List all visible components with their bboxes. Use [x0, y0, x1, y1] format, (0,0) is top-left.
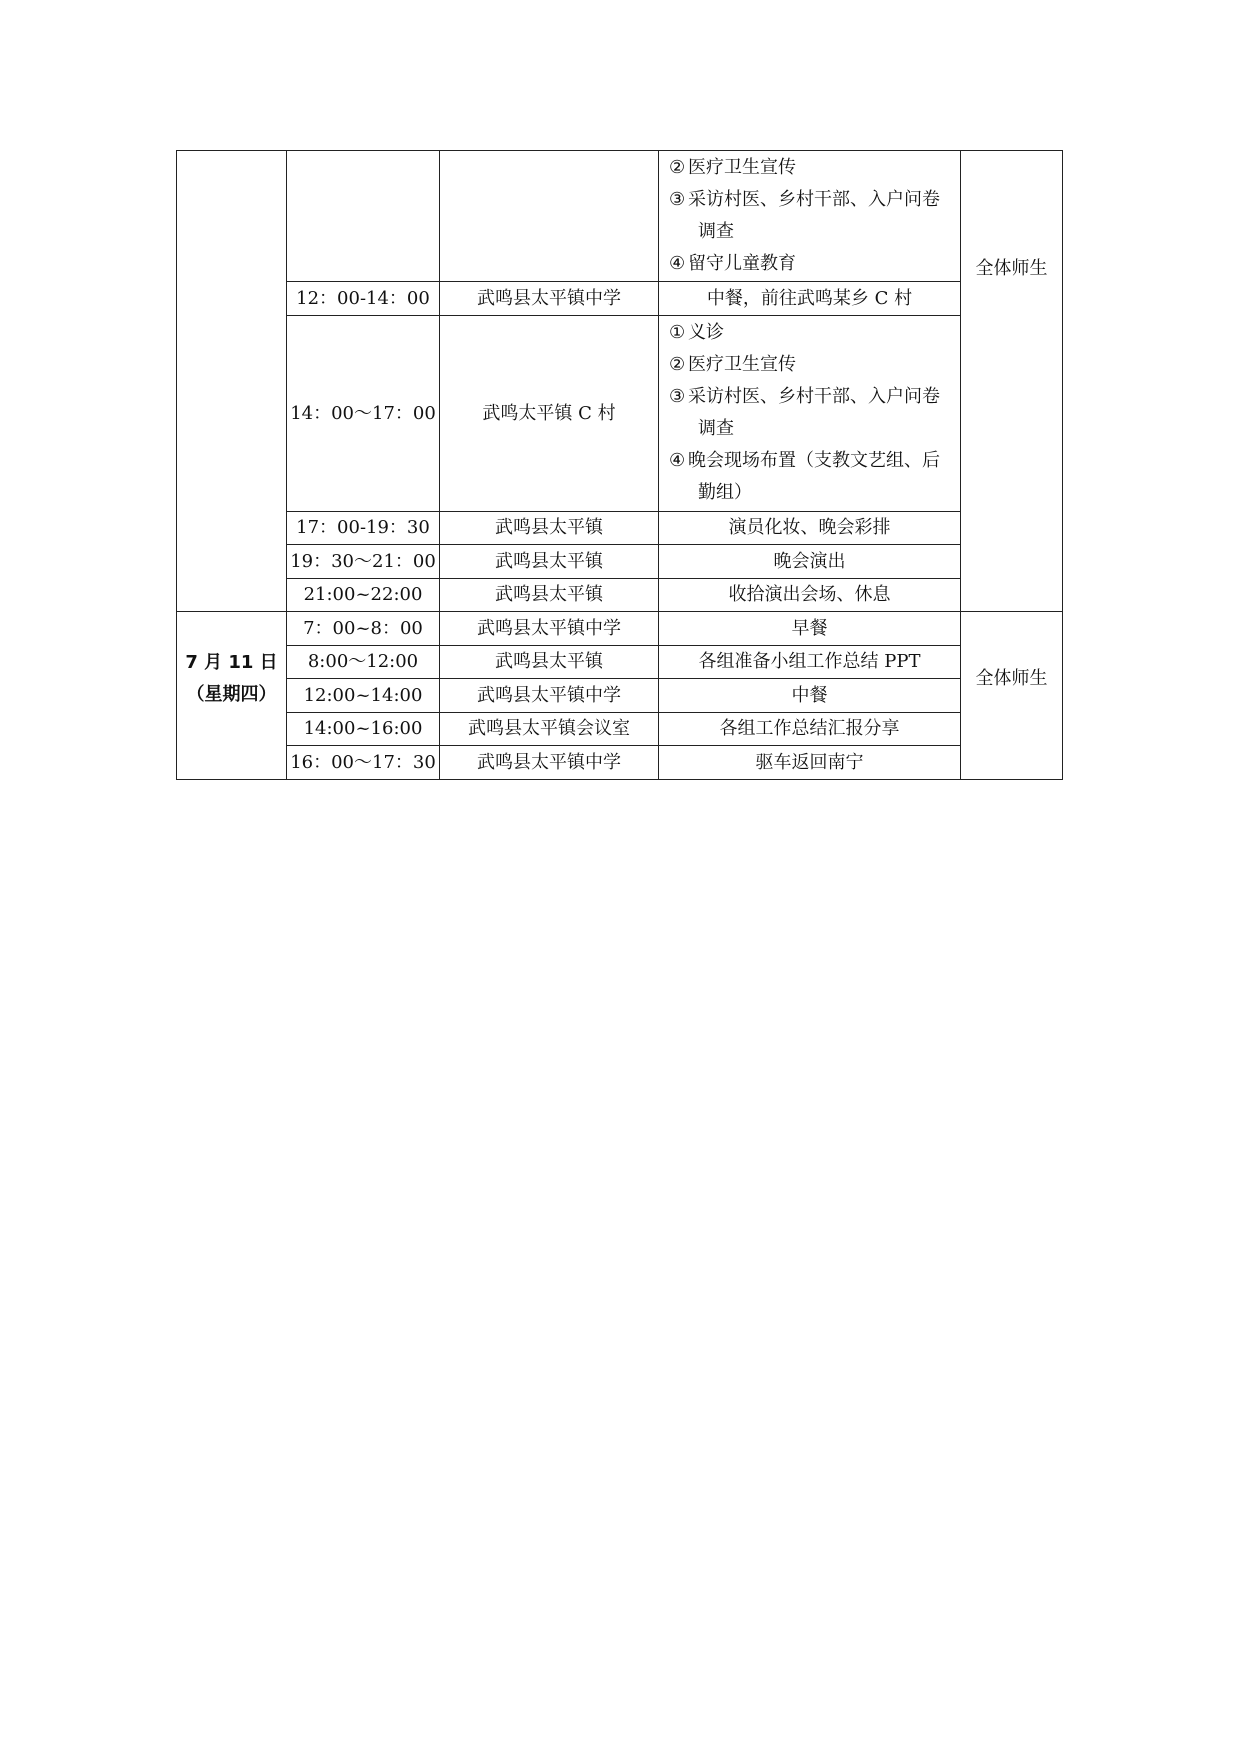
activity-item: ① 义诊 [669, 322, 724, 343]
table-row [177, 746, 1063, 780]
time-cell: 14:00~16:00 [287, 713, 440, 746]
time-cell: 17：00-19：30 [287, 512, 440, 545]
date-cell [177, 151, 287, 612]
place-cell: 武鸣县太平镇中学 [440, 612, 659, 646]
table-row [177, 612, 1063, 646]
place-cell: 武鸣县太平镇 [440, 579, 659, 612]
table-row [177, 579, 1063, 612]
activity-cell: 演员化妆、晚会彩排 [659, 512, 961, 545]
place-cell: 武鸣县太平镇中学 [440, 679, 659, 713]
activity-cell: 早餐 [659, 612, 961, 646]
time-cell: 12:00~14:00 [287, 679, 440, 713]
time-cell: 7：00~8：00 [287, 612, 440, 646]
date-label: 7 月 11 日 [185, 651, 278, 673]
time-cell: 14：00～17：00 [287, 316, 440, 512]
activity-cell: 各组准备小组工作总结 PPT [659, 646, 961, 679]
activity-cell: 中餐 [659, 679, 961, 713]
activity-cell [659, 151, 961, 282]
table-row [177, 512, 1063, 545]
weekday-label: （星期四） [186, 683, 277, 705]
table-row [177, 282, 1063, 316]
time-cell: 19：30～21：00 [287, 545, 440, 579]
place-cell: 武鸣县太平镇 [440, 545, 659, 579]
table-row [177, 316, 1063, 512]
table-row [177, 646, 1063, 679]
table-row [177, 151, 1063, 282]
activity-cell: 中餐，前往武鸣某乡 C 村 [659, 282, 961, 316]
time-cell [287, 151, 440, 282]
time-cell: 16：00～17：30 [287, 746, 440, 780]
activity-item: ② 医疗卫生宣传 [669, 354, 796, 375]
activity-cell: 驱车返回南宁 [659, 746, 961, 780]
activity-cell: 晚会演出 [659, 545, 961, 579]
time-cell: 21:00~22:00 [287, 579, 440, 612]
table-row [177, 679, 1063, 713]
activity-cell [659, 316, 961, 512]
table-row [177, 545, 1063, 579]
place-cell: 武鸣太平镇 C 村 [440, 316, 659, 512]
place-cell: 武鸣县太平镇 [440, 646, 659, 679]
place-cell: 武鸣县太平镇 [440, 512, 659, 545]
activity-item: ④ 晚会现场布置（支教文艺组、后 勤组） [669, 450, 940, 503]
activity-item: ③ 采访村医、乡村干部、入户问卷 调查 [669, 386, 940, 439]
schedule-table [176, 150, 1063, 780]
activity-item: ② 医疗卫生宣传 [669, 157, 796, 178]
date-cell [177, 612, 287, 780]
place-cell: 武鸣县太平镇中学 [440, 282, 659, 316]
activity-item: ④ 留守儿童教育 [669, 253, 796, 274]
time-cell: 12：00-14：00 [287, 282, 440, 316]
participants-cell: 全体师生 [961, 612, 1063, 780]
place-cell: 武鸣县太平镇会议室 [440, 713, 659, 746]
place-cell: 武鸣县太平镇中学 [440, 746, 659, 780]
activity-cell: 收拾演出会场、休息 [659, 579, 961, 612]
table-row [177, 713, 1063, 746]
place-cell [440, 151, 659, 282]
activity-item: ③ 采访村医、乡村干部、入户问卷 调查 [669, 189, 940, 242]
participants-cell: 全体师生 [961, 151, 1063, 612]
activity-cell: 各组工作总结汇报分享 [659, 713, 961, 746]
time-cell: 8:00～12:00 [287, 646, 440, 679]
